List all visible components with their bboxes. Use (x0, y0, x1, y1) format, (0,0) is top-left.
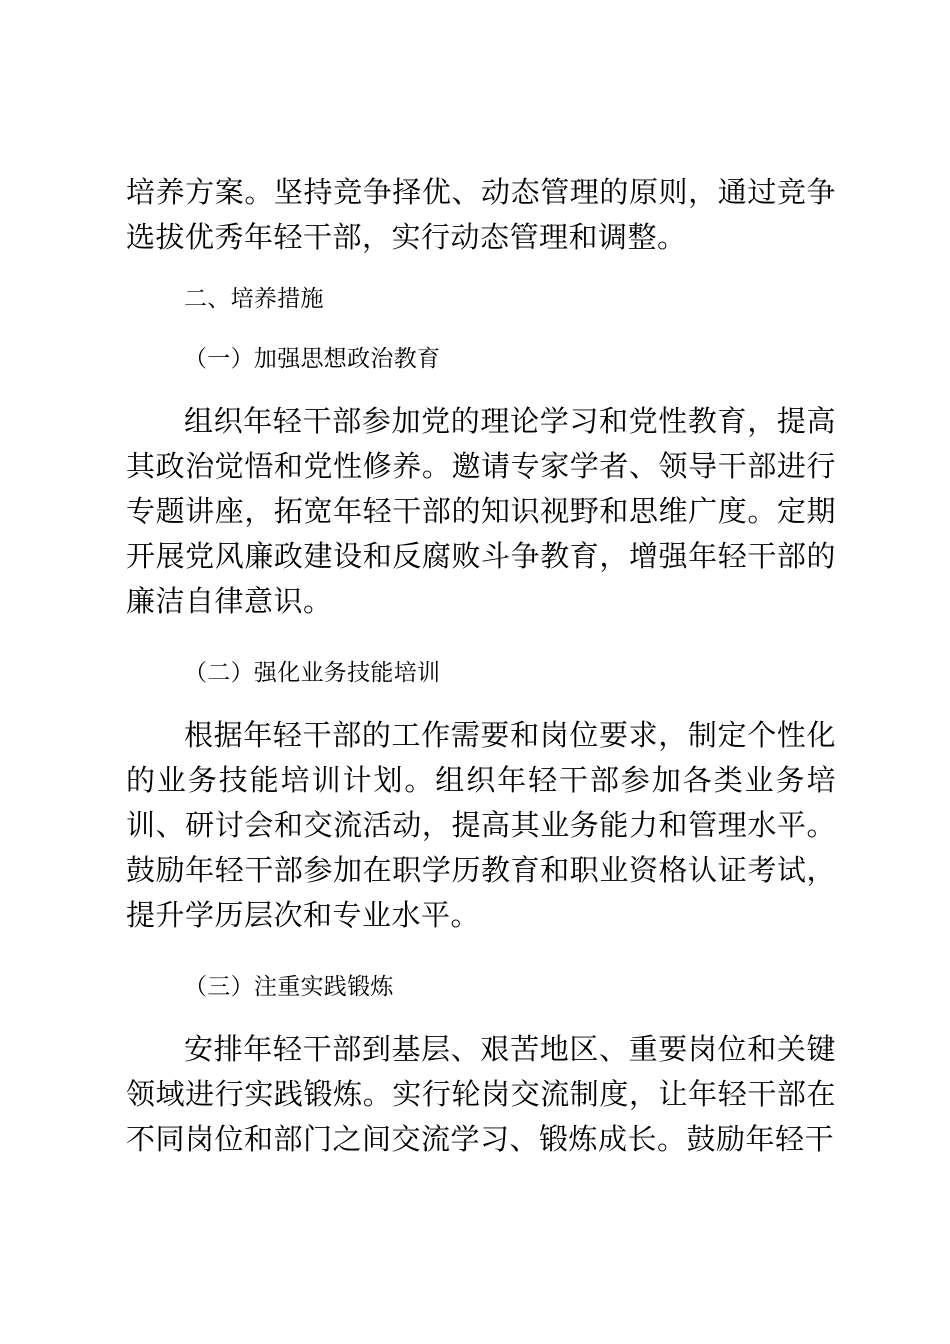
subheading-skills-training: （二）强化业务技能培训 (184, 660, 441, 686)
paragraph-political-education: 组织年轻干部参加党的理论学习和党性教育，提高其政治觉悟和党性修养。邀请专家学者、领导干部进行专题讲座，拓宽年轻干部的知识视野和思维广度。定期开展党风廉政建设和反腐败斗争教育，增强年轻干部的廉洁自律意识。 (126, 404, 836, 618)
paragraph-skills-training: 根据年轻干部的工作需要和岗位要求，制定个性化的业务技能培训计划。组织年轻干部参加各类业务培训、研讨会和交流活动，提高其业务能力和管理水平。鼓励年轻干部参加在职学历教育和职业资格认证考试，提升学历层次和专业水平。 (126, 718, 836, 932)
document-body (126, 170, 836, 1162)
intro-paragraph: 培养方案。坚持竞争择优、动态管理的原则，通过竞争选拔优秀年轻干部，实行动态管理和调整。 (126, 175, 836, 254)
paragraph-practice: 安排年轻干部到基层、艰苦地区、重要岗位和关键领域进行实践锻炼。实行轮岗交流制度，让年轻干部在不同岗位和部门之间交流学习、锻炼成长。鼓励年轻干 (126, 1032, 836, 1156)
subheading-practice: （三）注重实践锻炼 (184, 974, 394, 1000)
subheading-political-education: （一）加强思想政治教育 (184, 346, 441, 372)
section-heading: 二、培养措施 (184, 286, 324, 312)
